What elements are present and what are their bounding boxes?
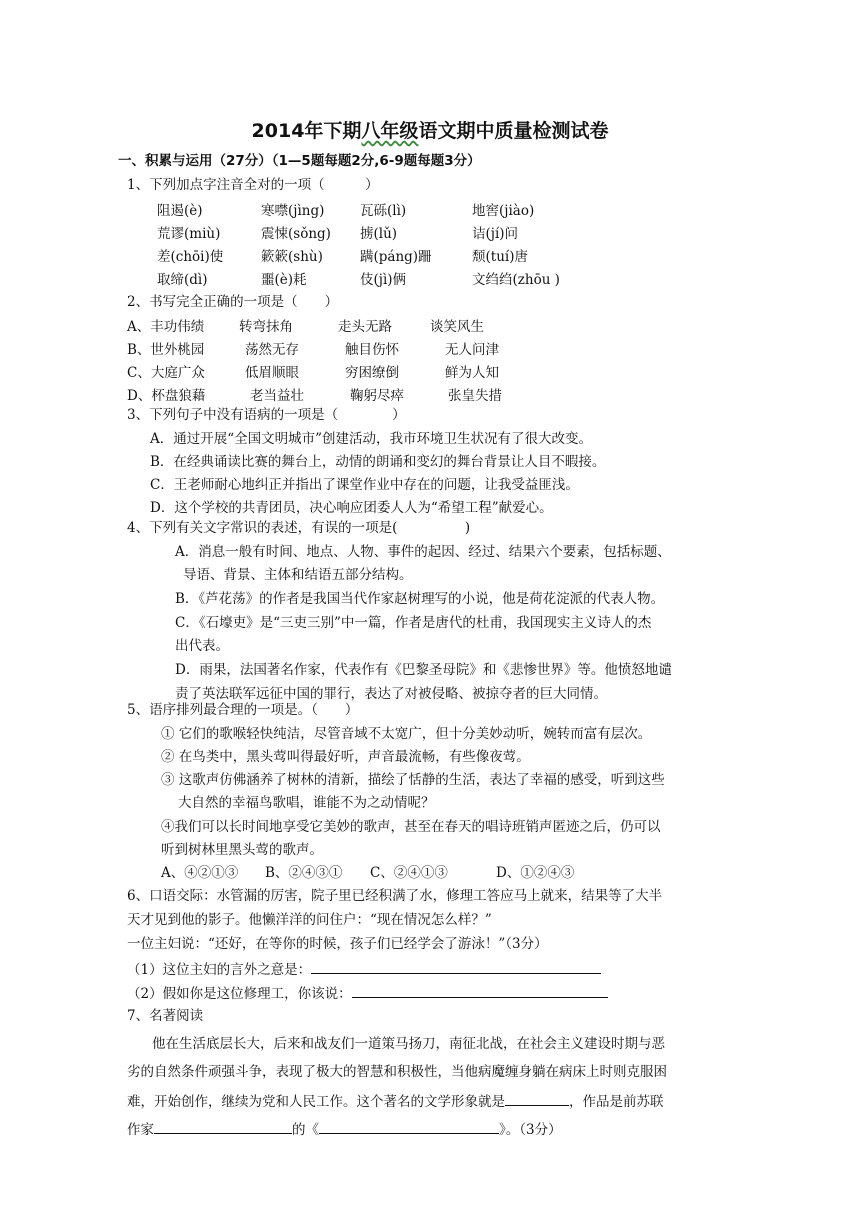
- q6-answer2-blank[interactable]: [352, 982, 608, 998]
- q2-option: 荡然无存: [245, 342, 299, 358]
- q2-option: 穷困缭倒: [345, 365, 399, 381]
- q4-stem: 4、下列有关文字常识的表述，有误的一项是( ): [127, 520, 471, 536]
- q6-sub1-label: （1）这位主妇的言外之意是：: [127, 962, 312, 978]
- q5-choice: A、④②①③: [161, 865, 239, 881]
- q7-text: 的《: [292, 1122, 319, 1138]
- q2-option: 无人问津: [445, 342, 499, 358]
- q5-choice: B、②④③①: [265, 865, 343, 881]
- q6-line: 天才见到他的影子。他懒洋洋的问住户：“现在情况怎么样？”: [127, 912, 492, 928]
- q4-line: 出代表。: [175, 638, 229, 654]
- q1-option: 阻遏(è): [157, 203, 203, 219]
- q5-line: ③ 这歌声仿佛涵养了树林的清新，描绘了恬静的生活，表达了幸福的感受，听到这些: [161, 772, 665, 788]
- q1-option: 颓(tuí)唐: [472, 249, 528, 265]
- q1-option: 寒噤(jìng): [261, 203, 325, 219]
- q4-line: 责了英法联军远征中国的罪行，表达了对被侵略、被掠夺者的巨大同情。: [175, 686, 607, 702]
- q1-option: 掳(lǔ): [360, 226, 398, 242]
- q1-option: 瓦砾(lì): [360, 203, 407, 219]
- q5-line: ① 它们的歌喉轻快纯洁，尽管音域不太宽广，但十分美妙动听，婉转而富有层次。: [161, 726, 652, 742]
- q2-option: A、丰功伟绩: [127, 319, 205, 335]
- q1-option: 文绉绉(zhōu ): [472, 272, 560, 288]
- q4-line: B．《芦花荡》的作者是我国当代作家赵树理写的小说，他是荷花淀派的代表人物。: [175, 591, 665, 607]
- q6-sub2-label: （2）假如你是这位修理工，你该说：: [127, 986, 352, 1002]
- q7-stem: 7、名著阅读: [127, 1008, 204, 1024]
- q1-option: 诘(jí)问: [472, 226, 519, 242]
- q7-paragraph-line: 劣的自然条件顽强斗争，表现了极大的智慧和积极性，当他病魔缠身躺在病床上时则克服困: [127, 1064, 667, 1080]
- q5-line: ② 在鸟类中，黑头莺叫得最好听，声音最流畅，有些像夜莺。: [161, 749, 530, 765]
- q2-option: 张皇失措: [448, 388, 502, 404]
- q7-text: ，作品是前苏联: [569, 1094, 664, 1110]
- q2-option: 鲜为人知: [445, 365, 499, 381]
- q1-option: 伎(jì)俩: [360, 272, 407, 288]
- q7-work-blank[interactable]: [319, 1118, 499, 1134]
- q1-option: 荒谬(miù): [157, 226, 221, 242]
- q5-choice: D、①②④③: [496, 865, 575, 881]
- q6-line: 6、口语交际：水管漏的厉害，院子里已经积满了水，修理工答应马上就来，结果等了大半: [127, 888, 663, 904]
- q6-answer1-blank[interactable]: [311, 958, 601, 974]
- q1-option: 簌簌(shù): [261, 249, 323, 265]
- q5-stem: 5、语序排列最合理的一项是。（ ）: [127, 702, 359, 718]
- q3-stem: 3、下列句子中没有语病的一项是（ ）: [127, 407, 406, 423]
- q3-option-c: C．王老师耐心地纠正并指出了课堂作业中存在的问题，让我受益匪浅。: [150, 477, 579, 493]
- q1-option: 蹒(páng)跚: [360, 249, 432, 265]
- q5-line: 听到树林里黑头莺的歌声。: [161, 842, 323, 858]
- q7-character-blank[interactable]: [505, 1090, 569, 1106]
- q1-option: 取缔(dì): [157, 272, 208, 288]
- q7-text: 作家: [127, 1122, 154, 1138]
- q7-text: 》。（3分）: [499, 1122, 562, 1138]
- q2-option: B、世外桃园: [127, 342, 205, 358]
- q7-author-blank[interactable]: [154, 1118, 292, 1134]
- q7-paragraph-line: 他在生活底层长大，后来和战友们一道策马扬刀，南征北战，在社会主义建设时期与恶: [152, 1036, 665, 1052]
- title-suffix: 语文期中质量检测试卷: [418, 120, 609, 142]
- page-title: [0, 118, 860, 144]
- q1-option: 地窖(jiào): [472, 203, 535, 219]
- q7-paragraph-line: [127, 1118, 562, 1140]
- q3-option-a: A．通过开展“全国文明城市”创建活动，我市环境卫生状况有了很大改变。: [150, 431, 593, 447]
- q5-line: ④我们可以长时间地享受它美妙的歌声，甚至在春天的唱诗班销声匿迹之后，仍可以: [161, 819, 661, 835]
- q3-option-b: B．在经典诵读比赛的舞台上，动情的朗诵和变幻的舞台背景让人目不暇接。: [150, 454, 606, 470]
- q4-line: A．消息一般有时间、地点、人物、事件的起因、经过、结果六个要素，包括标题、: [175, 544, 671, 560]
- q4-line: 导语、背景、主体和结语五部分结构。: [183, 567, 413, 583]
- q1-option: 震悚(sǒng): [261, 226, 331, 242]
- title-prefix: 2014年下期: [251, 120, 362, 142]
- q2-option: 低眉顺眼: [245, 365, 299, 381]
- q4-line: D．雨果，法国著名作家，代表作有《巴黎圣母院》和《悲惨世界》等。他愤怒地谴: [175, 662, 672, 678]
- q2-option: 转弯抹角: [239, 319, 293, 335]
- q2-option: D、杯盘狼藉: [127, 388, 206, 404]
- q1-stem: 1、下列加点字注音全对的一项（ ）: [127, 177, 379, 193]
- q2-option: 谈笑风生: [430, 319, 484, 335]
- q6-sub1: [127, 958, 601, 980]
- q1-option: 差(chōi)使: [157, 249, 224, 265]
- q2-option: 走头无路: [338, 319, 392, 335]
- q5-choice: C、②④①③: [370, 865, 448, 881]
- q1-option: 噩(è)耗: [261, 272, 307, 288]
- q2-stem: 2、书写完全正确的一项是（ ）: [127, 294, 339, 310]
- q6-sub2: [127, 982, 608, 1004]
- q2-option: 老当益壮: [250, 388, 304, 404]
- q2-option: 鞠躬尽瘁: [350, 388, 404, 404]
- q2-option: 触目伤怀: [345, 342, 399, 358]
- q5-line: 大自然的幸福鸟歌唱，谁能不为之动情呢？: [178, 795, 435, 811]
- q7-paragraph-line: [127, 1090, 664, 1112]
- q6-line: 一位主妇说：“还好，在等你的时候，孩子们已经学会了游泳！”（3分）: [127, 936, 548, 952]
- section-heading: 一、积累与运用（27分）（1—5题每题2分,6-9题每题3分）: [118, 153, 481, 169]
- title-grade: 八年级: [361, 120, 419, 142]
- q3-option-d: D．这个学校的共青团员，决心响应团委人人为“希望工程”献爱心。: [150, 500, 553, 516]
- q4-line: C．《石壕吏》是“三吏三别”中一篇，作者是唐代的杜甫，我国现实主义诗人的杰: [175, 615, 652, 631]
- q7-text: 难，开始创作，继续为党和人民工作。这个著名的文学形象就是: [127, 1094, 505, 1110]
- q2-option: C、大庭广众: [127, 365, 205, 381]
